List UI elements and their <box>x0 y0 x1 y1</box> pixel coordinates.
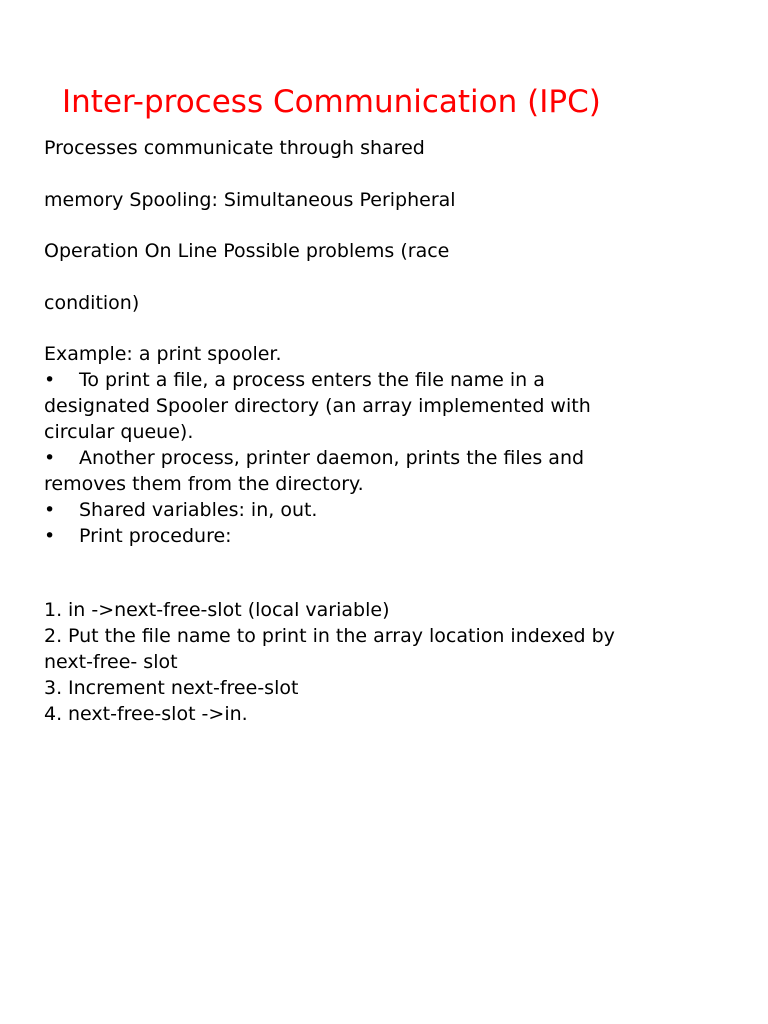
step-text: next-free- slot <box>44 651 178 673</box>
intro-line-2: memory Spooling: Simultaneous Peripheral <box>44 189 456 211</box>
example-section <box>44 341 744 549</box>
step-text: Put the file name to print in the array location indexed by <box>68 625 615 647</box>
step-item-4 <box>44 701 744 727</box>
bullet-text: circular queue). <box>44 421 194 443</box>
bullet-marker: • <box>44 525 56 547</box>
bullet-item-4 <box>44 523 744 549</box>
bullet-text: To print a file, a process enters the file name in a <box>79 369 545 391</box>
step-text: in ->next-free-slot (local variable) <box>68 599 390 621</box>
step-item-1 <box>44 597 744 623</box>
step-text: next-free-slot ->in. <box>68 703 248 725</box>
steps-list <box>44 597 744 727</box>
step-number: 3. <box>44 677 63 699</box>
bullet-text: Print procedure: <box>79 525 232 547</box>
example-heading: Example: a print spooler. <box>44 343 282 365</box>
intro-line-3: Operation On Line Possible problems (race <box>44 240 450 262</box>
bullet-item-3 <box>44 497 744 523</box>
bullet-item-2 <box>44 445 744 497</box>
step-number: 1. <box>44 599 63 621</box>
step-item-3 <box>44 675 744 701</box>
bullet-text: removes them from the directory. <box>44 473 364 495</box>
step-number: 4. <box>44 703 63 725</box>
page-title: Inter-process Communication (IPC) <box>62 84 601 120</box>
intro-line-4: condition) <box>44 292 140 314</box>
bullet-item-1 <box>44 367 744 445</box>
bullet-marker: • <box>44 447 56 469</box>
intro-line-1: Processes communicate through shared <box>44 137 425 159</box>
step-number: 2. <box>44 625 63 647</box>
bullet-marker: • <box>44 499 56 521</box>
bullet-text: designated Spooler directory (an array implemented with <box>44 395 591 417</box>
step-item-2 <box>44 623 744 675</box>
step-text: Increment next-free-slot <box>68 677 299 699</box>
bullet-text: Another process, printer daemon, prints the files and <box>79 447 585 469</box>
bullet-marker: • <box>44 369 56 391</box>
bullet-text: Shared variables: in, out. <box>79 499 318 521</box>
